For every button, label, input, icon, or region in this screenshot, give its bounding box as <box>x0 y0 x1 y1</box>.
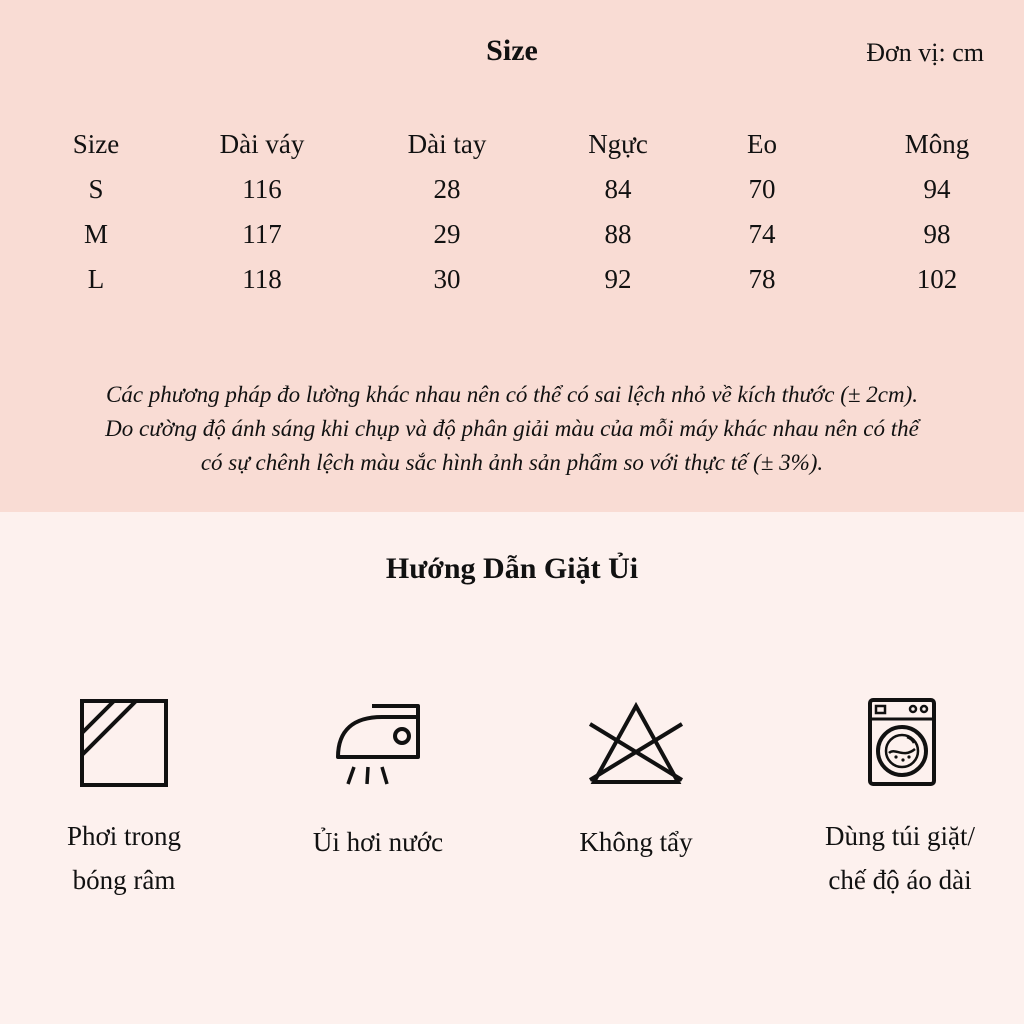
care-label-line: Không tẩy <box>579 827 693 857</box>
measurement-note <box>0 378 1024 480</box>
steam-iron-icon <box>330 700 430 790</box>
column-header: Mông <box>904 129 970 159</box>
table-cell: 29 <box>433 219 461 249</box>
note-line: Do cường độ ánh sáng khi chụp và độ phân giải màu của mỗi máy khác nhau nên có thể <box>105 416 919 441</box>
care-label <box>536 820 736 864</box>
table-row <box>0 212 1024 257</box>
care-label-line: bóng râm <box>72 865 176 895</box>
table-cell: 102 <box>916 264 958 294</box>
table-cell: 117 <box>242 219 282 249</box>
table-header-row <box>0 122 1024 167</box>
note-line: Các phương pháp đo lường khác nhau nên có thể có sai lệch nhỏ về kích thước (± 2cm). <box>105 382 919 407</box>
care-label-line: Phơi trong <box>66 821 182 851</box>
table-cell: 30 <box>433 264 461 294</box>
table-cell: 70 <box>748 174 776 204</box>
table-cell: 92 <box>604 264 632 294</box>
table-cell: 88 <box>604 219 632 249</box>
care-label-line: chế độ áo dài <box>828 865 972 895</box>
table-cell: 94 <box>923 174 951 204</box>
table-cell: 118 <box>242 264 282 294</box>
washing-machine-icon <box>867 697 937 787</box>
care-guide-title: Hướng Dẫn Giặt Ủi <box>385 552 639 585</box>
table-cell: 74 <box>748 219 776 249</box>
column-header: Dài tay <box>407 129 487 159</box>
size-title: Size <box>486 34 538 67</box>
unit-label: Đơn vị: cm <box>866 38 984 67</box>
note-line: có sự chênh lệch màu sắc hình ảnh sản phẩm so với thực tế (± 3%). <box>200 450 824 475</box>
size-table <box>0 122 1024 302</box>
column-header: Size <box>72 129 120 159</box>
table-row <box>0 257 1024 302</box>
table-cell: 78 <box>748 264 776 294</box>
care-label <box>24 814 224 902</box>
table-cell: 84 <box>604 174 632 204</box>
care-label-line: Dùng túi giặt/ <box>825 821 975 851</box>
care-label <box>800 814 1000 902</box>
table-cell: 28 <box>433 174 461 204</box>
care-label <box>278 820 478 864</box>
table-cell: L <box>87 264 105 294</box>
no-bleach-icon <box>586 700 686 790</box>
table-cell: 98 <box>923 219 951 249</box>
table-cell: 116 <box>242 174 282 204</box>
table-cell: M <box>83 219 108 249</box>
care-label-line: Ủi hơi nước <box>312 827 444 857</box>
dry-in-shade-icon <box>78 697 170 789</box>
table-row <box>0 167 1024 212</box>
column-header: Dài váy <box>219 129 305 159</box>
column-header: Eo <box>747 129 777 159</box>
column-header: Ngực <box>588 129 648 159</box>
table-cell: S <box>88 174 104 204</box>
